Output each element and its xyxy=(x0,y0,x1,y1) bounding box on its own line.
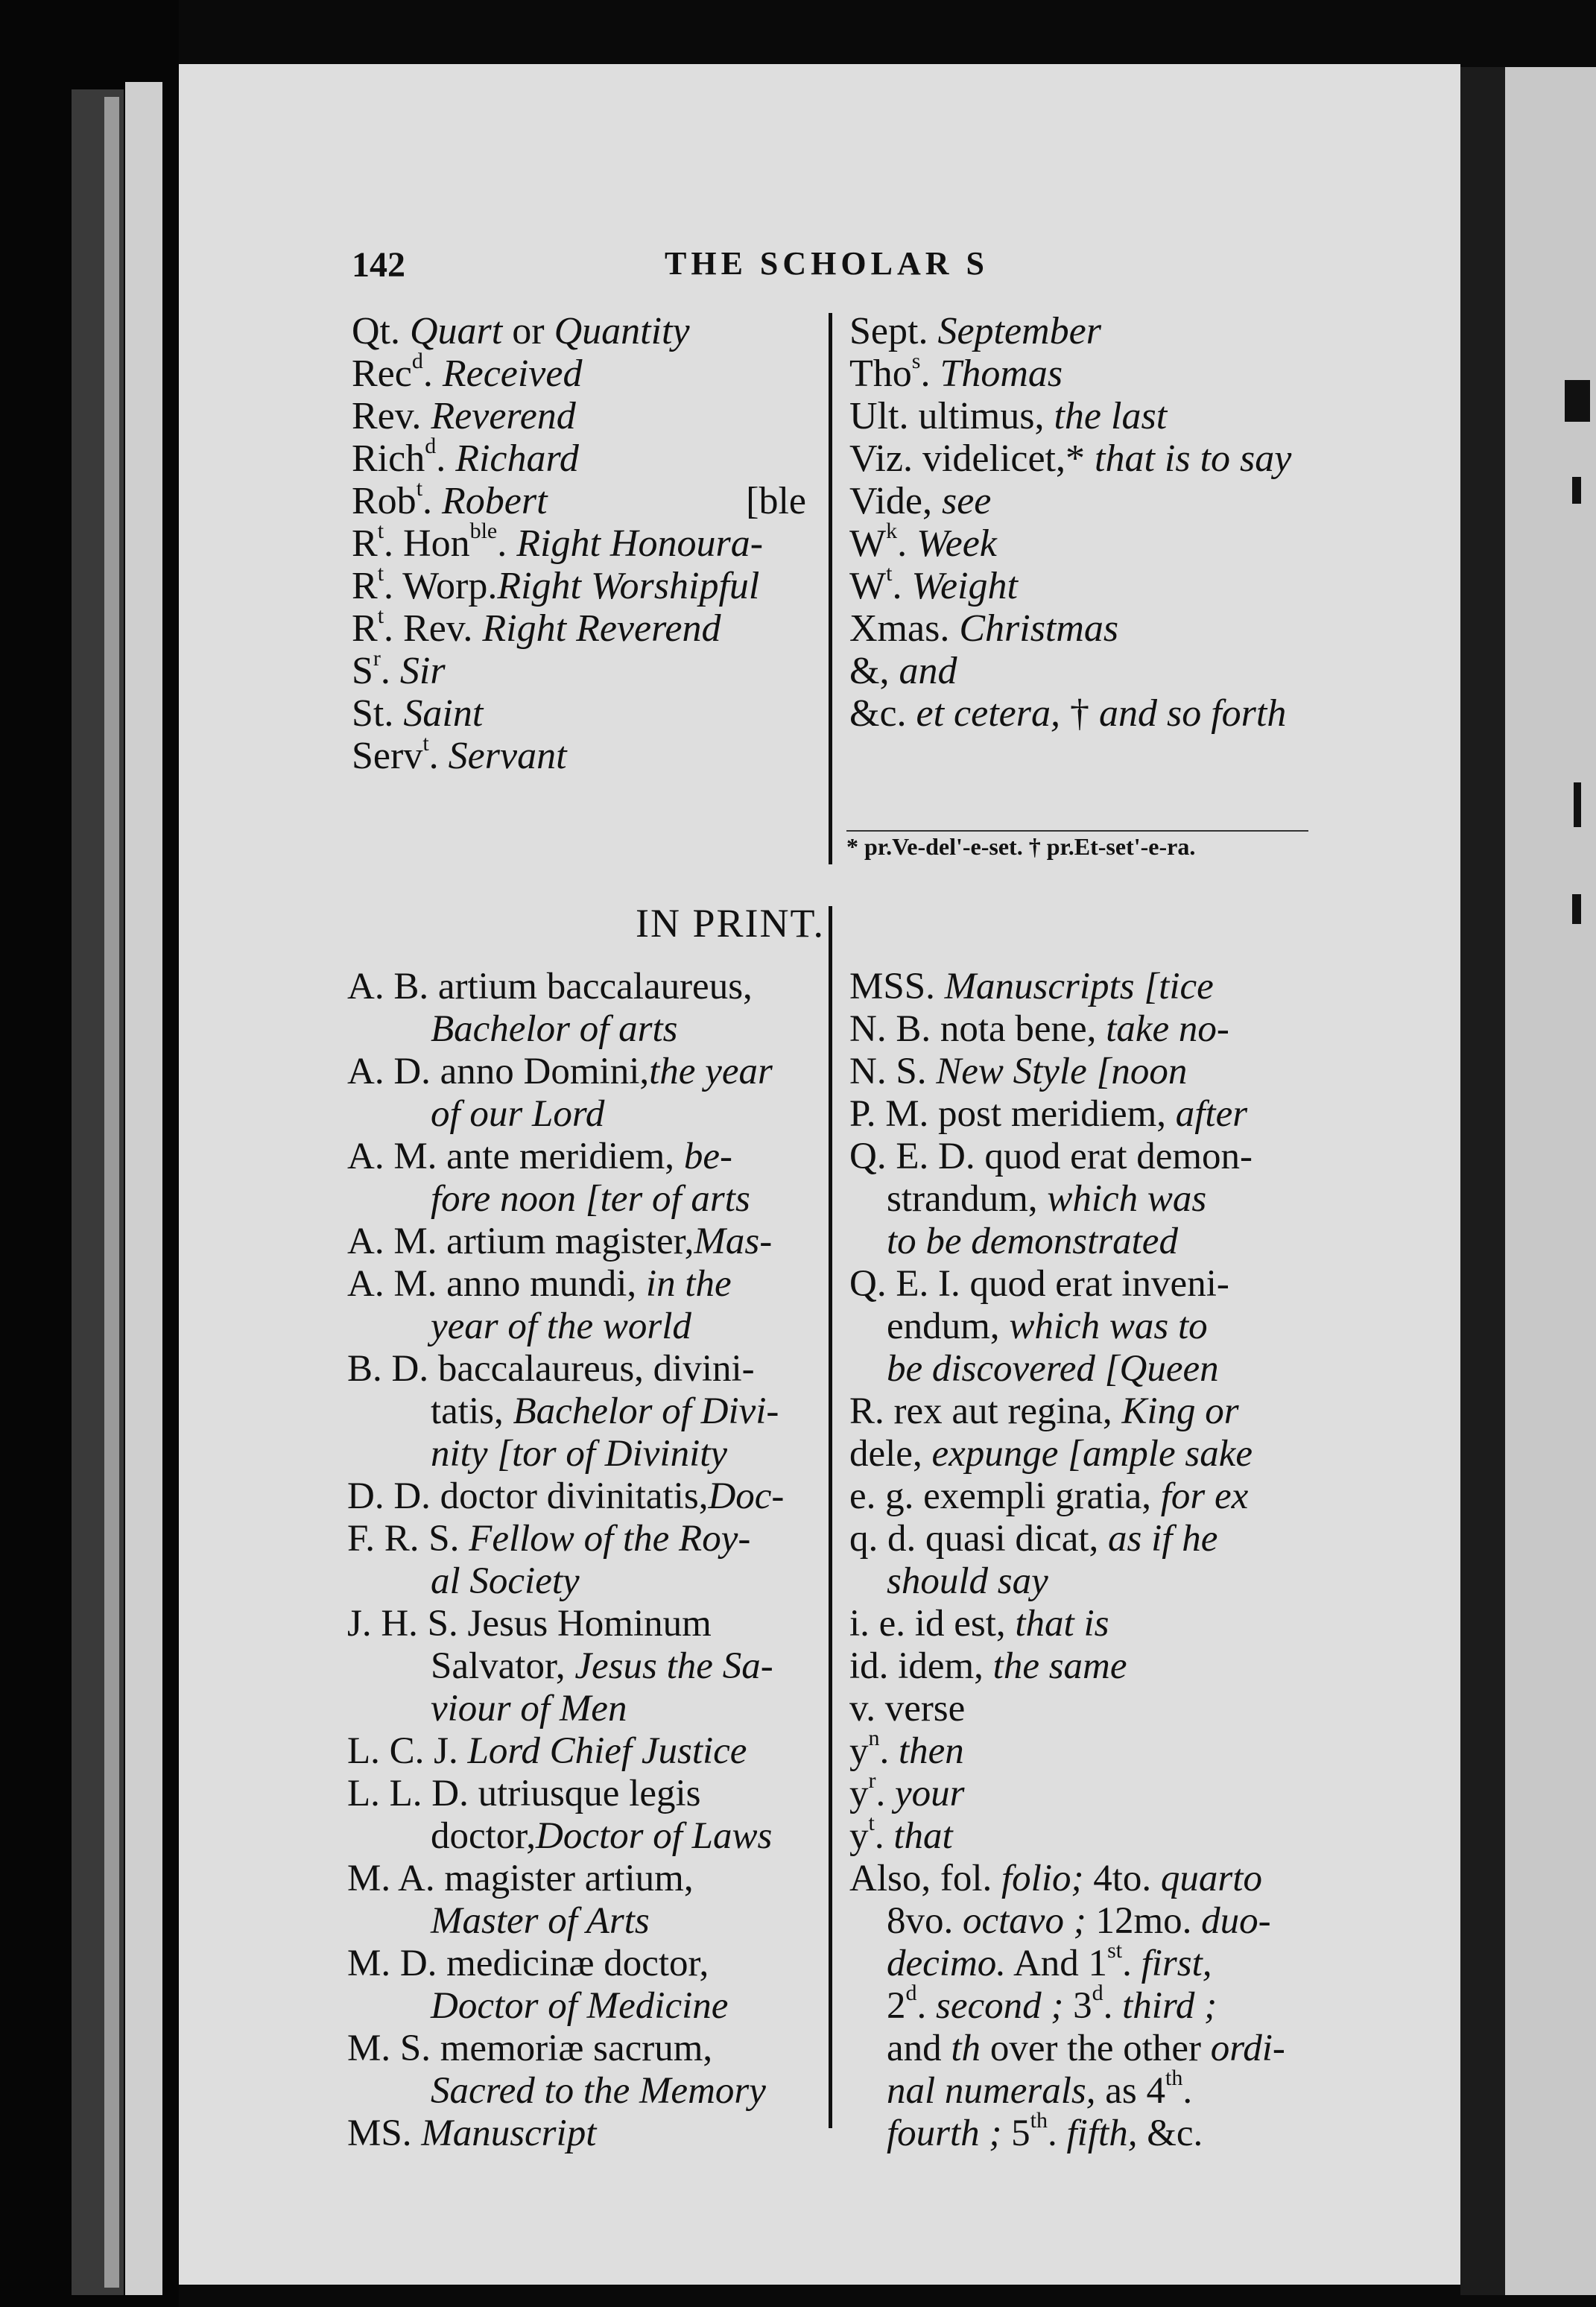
superscript: st xyxy=(1107,1938,1123,1963)
entry-continuation xyxy=(347,1433,824,1475)
meaning: Bachelor of Divi- xyxy=(513,1390,779,1432)
entry-row xyxy=(849,692,1311,735)
meaning: al Society xyxy=(431,1560,580,1602)
meaning: ordi- xyxy=(1210,2028,1285,2069)
entry-row xyxy=(849,1433,1319,1475)
meaning: Sir xyxy=(399,650,446,692)
meaning: and so forth xyxy=(1098,692,1287,735)
meaning: the year xyxy=(649,1051,773,1092)
entry-row xyxy=(347,2113,824,2155)
entry-row xyxy=(347,1136,824,1178)
abbrev-column-left xyxy=(352,310,806,777)
entry-text xyxy=(889,650,899,692)
meaning: decimo. xyxy=(887,1943,1007,1984)
entry-text: ultimus, xyxy=(908,395,1054,437)
meaning: Sacred to the Memory xyxy=(431,2070,766,2112)
superscript: t xyxy=(377,604,384,628)
meaning: Quart xyxy=(410,310,503,352)
abbreviation: Rec xyxy=(352,352,412,395)
entry-continuation xyxy=(347,1008,824,1051)
superscript: t xyxy=(377,519,384,543)
entry-continuation xyxy=(849,1900,1319,1943)
entry-continuation xyxy=(849,1981,1319,2028)
entry-row xyxy=(347,2028,824,2070)
bleed-mark xyxy=(1572,477,1581,504)
entry-row xyxy=(849,1475,1319,1518)
entry-text: . xyxy=(920,352,940,395)
entry-row xyxy=(352,310,806,352)
entry-row xyxy=(849,966,1319,1008)
entry-row xyxy=(347,1348,824,1390)
meaning: Servant xyxy=(448,735,567,777)
bleed-mark xyxy=(1565,380,1590,422)
entry-continuation xyxy=(347,1178,824,1221)
entry-text: 4to. xyxy=(1083,1858,1161,1899)
meaning: your xyxy=(895,1773,965,1814)
meaning: Right Reverend xyxy=(482,607,721,650)
entry-text: . xyxy=(875,1773,895,1814)
abbreviation: &, xyxy=(849,650,890,692)
entry-row xyxy=(352,731,806,777)
entry-row xyxy=(849,1768,1319,1815)
entry-row xyxy=(849,1645,1319,1688)
book-page xyxy=(179,64,1460,2285)
entry-text: F. R. S. xyxy=(347,1518,469,1560)
entry-row xyxy=(347,966,824,1008)
entry-row xyxy=(849,1811,1319,1858)
entry-continuation xyxy=(347,1390,824,1433)
meaning: see xyxy=(941,480,992,522)
entry-row xyxy=(849,1858,1319,1900)
meaning: second ; xyxy=(936,1985,1064,2027)
meaning: Reverend xyxy=(431,395,576,437)
entry-text: L. C. J. xyxy=(347,1730,468,1772)
entry-text: D. D. doctor divinitatis, xyxy=(347,1475,709,1517)
superscript: d xyxy=(411,349,423,373)
superscript: t xyxy=(416,476,423,501)
superscript: t xyxy=(886,561,893,586)
entry-text xyxy=(949,607,959,650)
meaning: the last xyxy=(1054,395,1168,437)
meaning: octavo ; xyxy=(963,1900,1086,1942)
entry-continuation xyxy=(849,2028,1319,2070)
entry-text: . xyxy=(879,1730,899,1772)
meaning: th xyxy=(951,2028,981,2069)
entry-text: . xyxy=(422,352,443,395)
meaning: Bachelor of arts xyxy=(431,1008,678,1050)
print-abbrev-column-right xyxy=(849,966,1319,2155)
meaning: Received xyxy=(442,352,583,395)
entry-text: and xyxy=(887,2028,951,2069)
entry-continuation xyxy=(347,1093,824,1136)
entry-continuation xyxy=(347,2070,824,2113)
section-title: IN PRINT. xyxy=(636,901,825,946)
meaning: of our Lord xyxy=(431,1093,605,1135)
entry-text: y xyxy=(849,1815,869,1857)
meaning: September xyxy=(937,310,1101,352)
entry-text: i. e. id est, xyxy=(849,1603,1016,1645)
meaning: Richard xyxy=(455,437,579,480)
entry-row xyxy=(849,349,1311,395)
entry-text: And 1 xyxy=(1006,1943,1108,1984)
meaning: Mas- xyxy=(694,1221,773,1262)
meaning: that is xyxy=(1015,1603,1109,1645)
entry-row xyxy=(352,395,806,437)
entry-text: A. B. artium baccalaureus, xyxy=(347,966,753,1007)
superscript: t xyxy=(377,561,384,586)
meaning: first, xyxy=(1141,1943,1212,1984)
entry-row xyxy=(352,561,806,607)
footnote-rule xyxy=(846,830,1308,832)
meaning: Doc- xyxy=(708,1475,785,1517)
meaning: Jesus the Sa- xyxy=(574,1645,773,1687)
entry-row xyxy=(849,437,1311,480)
meaning: which was xyxy=(1047,1178,1207,1220)
meaning: et cetera, xyxy=(916,692,1060,735)
superscript: th xyxy=(1030,2108,1048,2133)
abbreviation: S xyxy=(352,650,373,692)
meaning: that xyxy=(893,1815,953,1857)
abbreviation: Vide, xyxy=(849,480,932,522)
abbreviation: Qt. xyxy=(352,310,400,352)
abbreviation: Tho xyxy=(849,352,912,395)
abbreviation: W xyxy=(849,565,887,607)
entry-text xyxy=(400,310,410,352)
entry-continuation xyxy=(849,1560,1319,1603)
entry-row xyxy=(347,1943,824,1985)
meaning: Christmas xyxy=(959,607,1119,650)
meaning: Doctor of Medicine xyxy=(431,1985,729,2027)
entry-row xyxy=(849,607,1311,650)
entry-continuation xyxy=(347,1815,824,1858)
entry-row xyxy=(347,1773,824,1815)
bleed-mark xyxy=(1574,782,1581,827)
entry-row xyxy=(849,480,1311,522)
entry-row xyxy=(849,310,1311,352)
entry-text: Also, fol. xyxy=(849,1858,1001,1899)
entry-text: J. H. S. Jesus Hominum xyxy=(347,1603,712,1645)
abbreviation: W xyxy=(849,522,887,565)
entry-text: v. verse xyxy=(849,1688,966,1730)
entry-text: q. d. quasi dicat, xyxy=(849,1518,1109,1560)
meaning: New Style [noon xyxy=(936,1051,1188,1092)
entry-text: R. rex aut regina, xyxy=(849,1390,1122,1432)
entry-continuation xyxy=(849,1306,1319,1348)
entry-text: . xyxy=(380,650,400,692)
entry-row xyxy=(347,1263,824,1306)
entry-row xyxy=(352,692,806,735)
superscript: r xyxy=(373,646,381,671)
entry-text: strandum, xyxy=(887,1178,1048,1220)
meaning: fourth ; xyxy=(887,2113,1002,2154)
meaning: Thomas xyxy=(940,352,1063,395)
running-title: THE SCHOLAR S xyxy=(665,245,989,282)
column-divider xyxy=(829,313,832,864)
entry-text xyxy=(393,692,403,735)
entry-row xyxy=(347,1518,824,1560)
meaning: Manuscripts [tice xyxy=(944,966,1214,1007)
carryover-text: [ble xyxy=(746,480,806,522)
meaning: take no- xyxy=(1106,1008,1229,1050)
superscript: d xyxy=(1092,1981,1103,2005)
entry-continuation xyxy=(849,2108,1319,2155)
meaning: Right Honoura- xyxy=(516,522,764,565)
print-abbrev-column-left xyxy=(347,966,824,2155)
meaning: Week xyxy=(916,522,997,565)
meaning: expunge [ample sake xyxy=(931,1433,1253,1475)
meaning: nal numerals, xyxy=(887,2070,1096,2112)
page-edge xyxy=(125,82,162,2295)
meaning: to be demonstrated xyxy=(887,1221,1178,1262)
meaning: King or xyxy=(1121,1390,1239,1432)
entry-row xyxy=(849,519,1311,565)
entry-text: doctor, xyxy=(431,1815,536,1857)
entry-text: 8vo. xyxy=(887,1900,963,1942)
meaning: nity [tor of Divinity xyxy=(431,1433,728,1475)
entry-row xyxy=(352,519,806,565)
entry-text: 2 xyxy=(887,1985,906,2027)
entry-text: or xyxy=(502,310,554,352)
entry-text: M. D. medicinæ doctor, xyxy=(347,1943,709,1984)
abbreviation: &c. xyxy=(849,692,907,735)
entry-text: M. S. memoriæ sacrum, xyxy=(347,2028,713,2069)
meaning: be discovered [Queen xyxy=(887,1348,1219,1390)
entry-continuation xyxy=(347,1985,824,2028)
meaning: third ; xyxy=(1122,1985,1217,2027)
entry-text: N. S. xyxy=(849,1051,937,1092)
entry-continuation xyxy=(347,1645,824,1688)
meaning: fore noon [ter of arts xyxy=(431,1178,750,1220)
book-binding xyxy=(0,0,179,2307)
meaning: Weight xyxy=(911,565,1018,607)
entry-row xyxy=(352,349,806,395)
entry-text: . xyxy=(892,565,912,607)
entry-continuation xyxy=(849,1178,1319,1221)
entry-text: Q. E. I. quod erat inveni- xyxy=(849,1263,1229,1305)
meaning: Master of Arts xyxy=(431,1900,650,1942)
entry-row xyxy=(352,476,806,522)
entry-row xyxy=(347,1221,824,1263)
entry-continuation xyxy=(849,1938,1319,1985)
meaning: the same xyxy=(992,1645,1127,1687)
entry-text xyxy=(928,310,937,352)
entry-text: as 4 xyxy=(1095,2070,1165,2112)
meaning: Saint xyxy=(403,692,484,735)
gutter-shadow xyxy=(1460,67,1505,2295)
entry-text: . xyxy=(497,522,517,565)
entry-row xyxy=(849,1051,1319,1093)
superscript: k xyxy=(886,519,898,543)
abbreviation: Serv xyxy=(352,735,423,777)
meaning: Robert xyxy=(442,480,548,522)
entry-row xyxy=(849,1726,1319,1773)
entry-text xyxy=(932,480,942,522)
meaning: in the xyxy=(645,1263,732,1305)
meaning: after xyxy=(1175,1093,1248,1135)
entry-text: . xyxy=(428,735,449,777)
abbreviation: Rich xyxy=(352,437,425,480)
meaning: Quantity xyxy=(554,310,690,352)
meaning: quarto xyxy=(1160,1858,1262,1899)
abbreviation: R xyxy=(352,607,378,650)
facing-page-edge xyxy=(1460,67,1596,2295)
meaning: duo- xyxy=(1201,1900,1271,1942)
entry-row xyxy=(352,646,806,692)
meaning: that is to say xyxy=(1095,437,1292,480)
superscript: t xyxy=(422,731,429,756)
column-divider xyxy=(829,906,832,2128)
entry-text: . xyxy=(874,1815,894,1857)
entry-row xyxy=(849,1603,1319,1645)
entry-text: over the other xyxy=(981,2028,1211,2069)
page-number: 142 xyxy=(352,245,405,285)
entry-text: . xyxy=(436,437,456,480)
entry-text: . xyxy=(1182,2070,1193,2112)
entry-row xyxy=(849,1136,1319,1178)
entry-row xyxy=(849,1390,1319,1433)
entry-text: . Rev. xyxy=(384,607,483,650)
superscript: d xyxy=(905,1981,917,2005)
meaning: be- xyxy=(683,1136,732,1177)
entry-text: Salvator, xyxy=(431,1645,575,1687)
bleed-mark xyxy=(1572,894,1581,924)
abbreviation: Viz. xyxy=(849,437,913,480)
entry-continuation xyxy=(347,1688,824,1730)
entry-continuation xyxy=(347,1900,824,1943)
meaning: Right Worshipful xyxy=(497,565,760,607)
entry-text: A. M. artium magister, xyxy=(347,1221,694,1262)
meaning: and xyxy=(899,650,957,692)
entry-row xyxy=(347,1475,824,1518)
abbreviation: Xmas. xyxy=(849,607,950,650)
entry-text: dele, xyxy=(849,1433,932,1475)
entry-text: 3 xyxy=(1063,1985,1092,2027)
page-edge xyxy=(104,97,119,2288)
superscript: t xyxy=(868,1811,875,1835)
entry-text: tatis, xyxy=(431,1390,513,1432)
entry-text: Q. E. D. quod erat demon- xyxy=(849,1136,1253,1177)
entry-text: . Worp. xyxy=(384,565,498,607)
entry-text: L. L. D. utriusque legis xyxy=(347,1773,701,1814)
entry-row xyxy=(849,1008,1319,1051)
abbrev-column-right xyxy=(849,310,1311,735)
entry-row xyxy=(849,1263,1319,1306)
entry-text: B. D. baccalaureus, divini- xyxy=(347,1348,755,1390)
entry-text: MS. xyxy=(347,2113,422,2154)
entry-row xyxy=(347,1730,824,1773)
meaning: year of the world xyxy=(431,1306,691,1347)
entry-text: A. D. anno Domini, xyxy=(347,1051,650,1092)
entry-text: videlicet,* xyxy=(912,437,1095,480)
meaning: Lord Chief Justice xyxy=(467,1730,747,1772)
entry-text xyxy=(421,395,431,437)
entry-text: endum, xyxy=(887,1306,1010,1347)
entry-row xyxy=(347,1603,824,1645)
meaning: should say xyxy=(887,1560,1048,1602)
meaning: fifth, xyxy=(1066,2113,1138,2154)
abbreviation: St. xyxy=(352,692,394,735)
entry-text: . xyxy=(422,480,443,522)
meaning: as if he xyxy=(1108,1518,1218,1560)
superscript: th xyxy=(1165,2066,1183,2090)
entry-text: A. M. ante meridiem, xyxy=(347,1136,684,1177)
entry-row xyxy=(849,1093,1319,1136)
entry-continuation xyxy=(347,1560,824,1603)
entry-text: &c. xyxy=(1137,2113,1203,2154)
meaning: for ex xyxy=(1160,1475,1249,1517)
entry-text: M. A. magister artium, xyxy=(347,1858,694,1899)
entry-text: 12mo. xyxy=(1086,1900,1202,1942)
entry-text xyxy=(907,692,916,735)
entry-text: . xyxy=(1122,1943,1141,1984)
meaning: which was to xyxy=(1009,1306,1208,1347)
abbreviation: Rob xyxy=(352,480,417,522)
entry-continuation xyxy=(849,1221,1319,1263)
entry-text: . Hon xyxy=(384,522,470,565)
superscript: n xyxy=(868,1726,880,1750)
entry-text: P. M. post meridiem, xyxy=(849,1093,1176,1135)
meaning: Doctor of Laws xyxy=(536,1815,773,1857)
superscript: d xyxy=(425,434,437,458)
entry-row xyxy=(352,434,806,480)
entry-text: . xyxy=(897,522,917,565)
entry-continuation xyxy=(849,1348,1319,1390)
entry-row xyxy=(849,395,1311,437)
meaning: then xyxy=(899,1730,964,1772)
entry-continuation xyxy=(347,1306,824,1348)
entry-text: 5 xyxy=(1001,2113,1030,2154)
entry-text: MSS. xyxy=(849,966,945,1007)
meaning: viour of Men xyxy=(431,1688,627,1730)
meaning: folio; xyxy=(1001,1858,1084,1899)
abbreviation: Sept. xyxy=(849,310,928,352)
entry-row xyxy=(352,604,806,650)
entry-row xyxy=(849,1688,1319,1730)
entry-row xyxy=(347,1051,824,1093)
pronunciation-footnote: * pr.Ve-del'-e-set. † pr.Et-set'-e-ra. xyxy=(846,833,1196,860)
page-header xyxy=(352,244,1320,289)
entry-text: N. B. nota bene, xyxy=(849,1008,1106,1050)
meaning: Manuscript xyxy=(421,2113,597,2154)
entry-text: . xyxy=(916,1985,936,2027)
entry-text: e. g. exempli gratia, xyxy=(849,1475,1161,1517)
entry-row xyxy=(849,561,1311,607)
superscript: s xyxy=(911,349,921,373)
entry-text: id. idem, xyxy=(849,1645,993,1687)
entry-text: . xyxy=(1048,2113,1067,2154)
entry-row xyxy=(849,1518,1319,1560)
entry-text: A. M. anno mundi, xyxy=(347,1263,646,1305)
meaning: Fellow of the Roy- xyxy=(469,1518,751,1560)
entry-text: y xyxy=(849,1773,869,1814)
entry-row xyxy=(347,1858,824,1900)
entry-row xyxy=(849,650,1311,692)
superscript: r xyxy=(868,1768,876,1793)
abbreviation: R xyxy=(352,522,378,565)
abbreviation: R xyxy=(352,565,378,607)
abbreviation: Rev. xyxy=(352,395,422,437)
entry-text: . xyxy=(1103,1985,1123,2027)
entry-continuation xyxy=(849,2066,1319,2113)
abbreviation: Ult. xyxy=(849,395,909,437)
superscript: ble xyxy=(469,519,498,543)
entry-text: † xyxy=(1060,692,1099,735)
entry-text: y xyxy=(849,1730,869,1772)
